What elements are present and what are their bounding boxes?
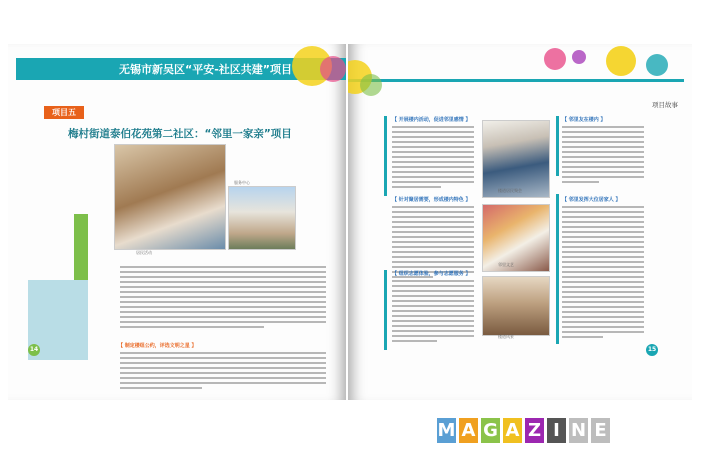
article-title: 梅村街道泰伯花苑第二社区：“邻里一家亲”项目 — [68, 128, 292, 140]
body-text — [392, 280, 474, 345]
section-tag: 项目五 — [44, 106, 84, 119]
logo-letter: N — [570, 420, 587, 441]
page-header-title: 无锡市新吴区“平安-社区共建”项目 — [118, 63, 292, 76]
body-text — [562, 206, 644, 341]
photo-caption: 居民活动 — [136, 250, 152, 255]
article-photo — [482, 204, 550, 272]
magazine-spread — [8, 44, 692, 400]
section-heading: 【 组织志愿体验，参与志愿服务 】 — [392, 271, 471, 277]
section-heading: 【 邻里友在楼内 】 — [562, 117, 606, 123]
logo-letter: Z — [525, 418, 544, 443]
article-photo — [482, 276, 550, 336]
section-heading: 【 邻里发挥大位居家人 】 — [562, 197, 621, 203]
decor-circle — [646, 54, 668, 76]
column-rule — [384, 270, 387, 350]
body-text — [562, 126, 644, 186]
section-heading: 【 针对聚居需要，形成楼内特色 】 — [392, 197, 471, 203]
logo-letter: A — [459, 418, 478, 443]
article-photo — [482, 120, 550, 198]
article-photo — [114, 144, 226, 250]
column-rule — [556, 194, 559, 344]
right-page — [348, 44, 692, 400]
section-label: 项目故事 — [652, 101, 678, 109]
decor-circle — [360, 74, 382, 96]
decor-circle — [544, 48, 566, 70]
logo-letter: E — [591, 418, 610, 443]
logo-letter: A — [503, 418, 522, 443]
article-photo — [228, 186, 296, 250]
section-heading: 【 开展楼内活动，促进邻里感情 】 — [392, 117, 471, 123]
left-page — [8, 44, 346, 400]
logo-letter: I — [547, 418, 566, 443]
photo-caption: 楼道居民聚会 — [498, 188, 522, 193]
decor-strip — [74, 214, 88, 288]
header-rule — [348, 79, 684, 82]
logo-letter: M — [437, 420, 456, 441]
photo-caption: 服务中心 — [234, 180, 250, 185]
photo-caption: 邻里文艺 — [498, 262, 514, 267]
decor-circle — [320, 56, 346, 82]
page-number: 15 — [646, 344, 658, 356]
magazine-logo — [437, 418, 610, 443]
photo-caption: 楼道风景 — [498, 334, 514, 339]
column-rule — [556, 116, 559, 176]
page-number: 14 — [28, 344, 40, 356]
decor-circle — [606, 46, 636, 76]
body-text — [392, 126, 474, 191]
body-text — [120, 352, 326, 392]
body-text — [120, 266, 326, 331]
section-heading: 【 制定楼组公约，评选文明之星 】 — [118, 343, 197, 349]
column-rule — [384, 116, 387, 196]
logo-letter: G — [481, 418, 500, 443]
decor-circle — [572, 50, 586, 64]
